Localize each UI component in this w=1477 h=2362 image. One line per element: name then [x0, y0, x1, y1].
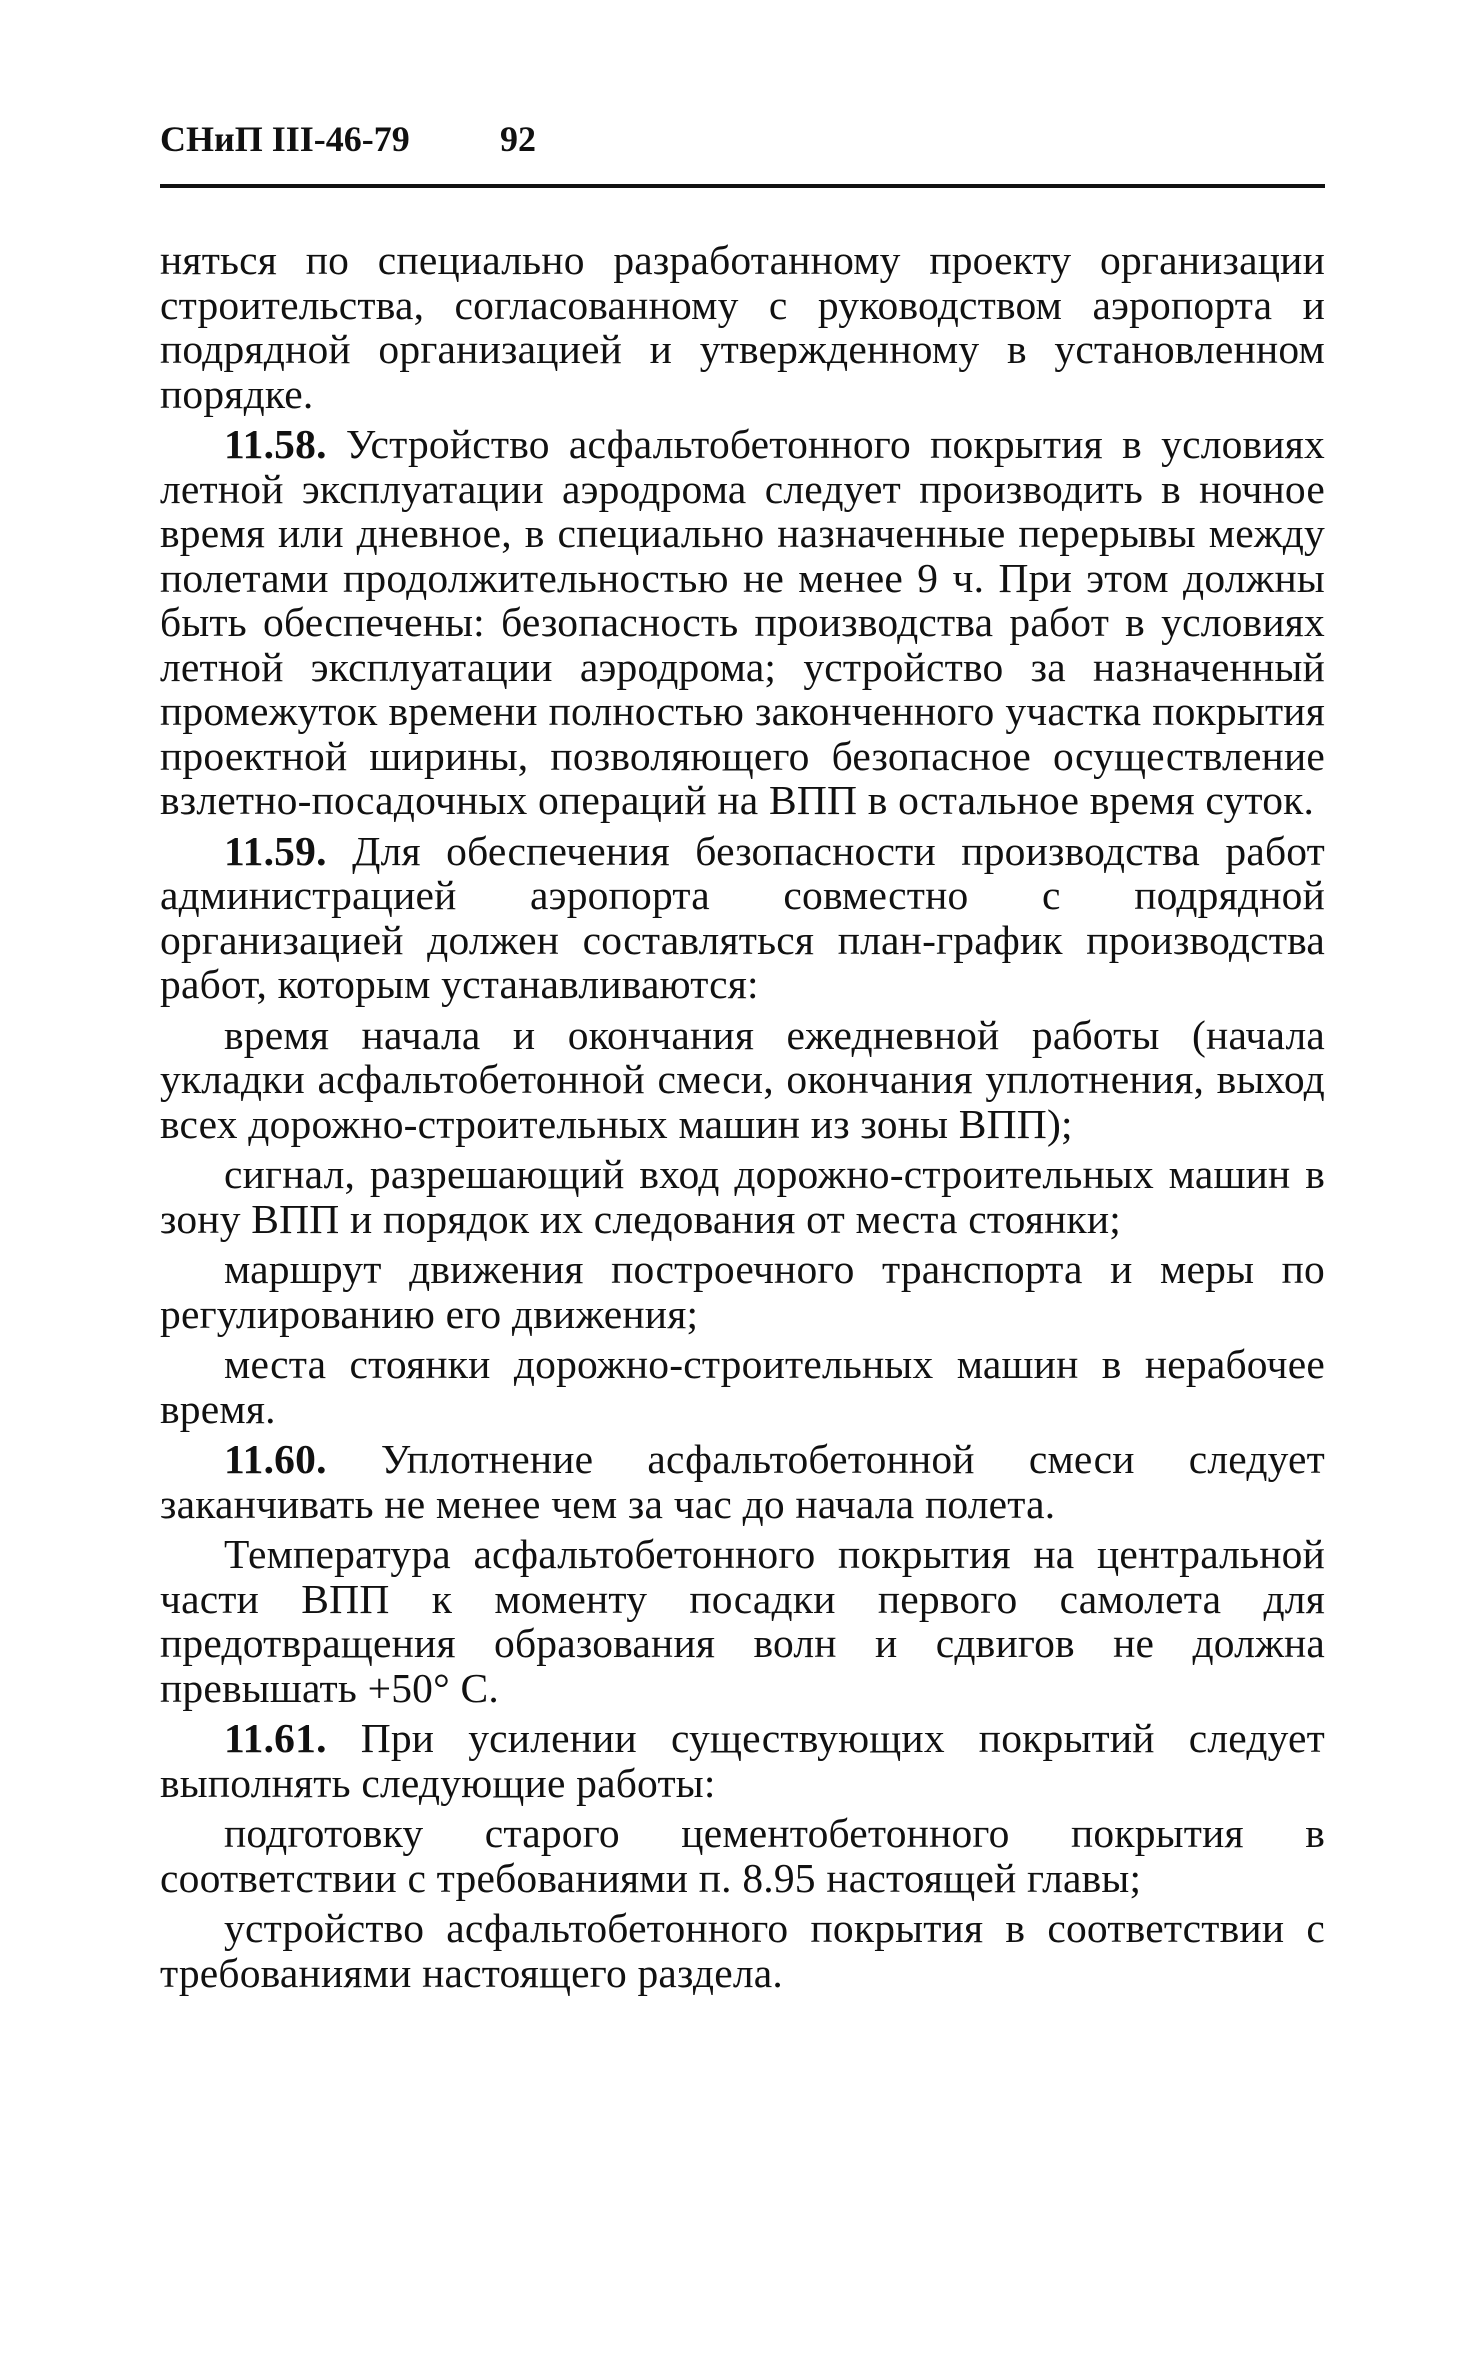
document-code: СНиП III-46-79	[160, 119, 410, 159]
page-header	[160, 118, 1325, 174]
list-item: места стоянки дорожно-строительных машин в нерабочее время.	[160, 1341, 1325, 1432]
clause-11-60	[160, 1437, 1325, 1526]
document-page	[160, 118, 1325, 1995]
clause-text: Уплотнение асфальтобетонной смеси следует заканчивать не менее чем за час до начала полета.	[160, 1436, 1326, 1527]
clause-number: 11.58.	[224, 421, 327, 467]
page-number: 92	[500, 119, 536, 159]
list-item: время начала и окончания ежедневной работы (начала укладки асфальтобетонной смеси, окончания уплотнения, выход всех дорожно-строительных машин из зоны ВПП);	[160, 1011, 1325, 1147]
clause-11-61	[160, 1716, 1325, 1805]
clause-11-59	[160, 829, 1325, 1007]
clause-text: Для обеспечения безопасности производства работ администрацией аэропорта совместно с подрядной организацией должен составляться план-график производства работ, которым устанавливаются:	[160, 827, 1326, 1007]
list-item: устройство асфальтобетонного покрытия в соответствии с требованиями настоящего раздела.	[160, 1905, 1325, 1996]
clause-number: 11.59.	[224, 827, 327, 874]
clause-text: При усилении существующих покрытий следует выполнять следующие работы:	[160, 1715, 1325, 1806]
list-item: подготовку старого цементобетонного покрытия в соответствии с требованиями п. 8.95 настоящей главы;	[160, 1810, 1325, 1901]
list-item: сигнал, разрешающий вход дорожно-строительных машин в зону ВПП и порядок их следования от места стоянки;	[160, 1151, 1325, 1242]
paragraph-continuation: няться по специально разработанному проекту организации строительства, согласованному с руководством аэропорта и подрядной организацией и утвержденному в установленном порядке.	[160, 237, 1325, 417]
body-text	[160, 238, 1325, 1995]
header-rule	[160, 184, 1325, 188]
list-item: маршрут движения построечного транспорта и меры по регулированию его движения;	[160, 1246, 1325, 1337]
clause-number: 11.61.	[224, 1715, 327, 1761]
clause-11-58	[160, 422, 1325, 823]
clause-number: 11.60.	[224, 1436, 327, 1482]
clause-text: Устройство асфальтобетонного покрытия в условиях летной эксплуатации аэродрома следует производить в ночное время или дневное, в специально назначенные перерывы между полетами продолжительностью не менее 9 ч. При этом должны быть обеспечены: безопасность производства работ в условиях летной эксплуатации аэродрома; устройство за назначенный промежуток времени полностью законченного участка покрытия проектной ширины, позволяющего безопасное осуществление взлетно-посадочных операций на ВПП в остальное время суток.	[160, 421, 1326, 823]
paragraph: Температура асфальтобетонного покрытия на центральной части ВПП к моменту посадки первого самолета для предотвращения образования волн и сдвигов не должна превышать +50° С.	[160, 1531, 1325, 1711]
